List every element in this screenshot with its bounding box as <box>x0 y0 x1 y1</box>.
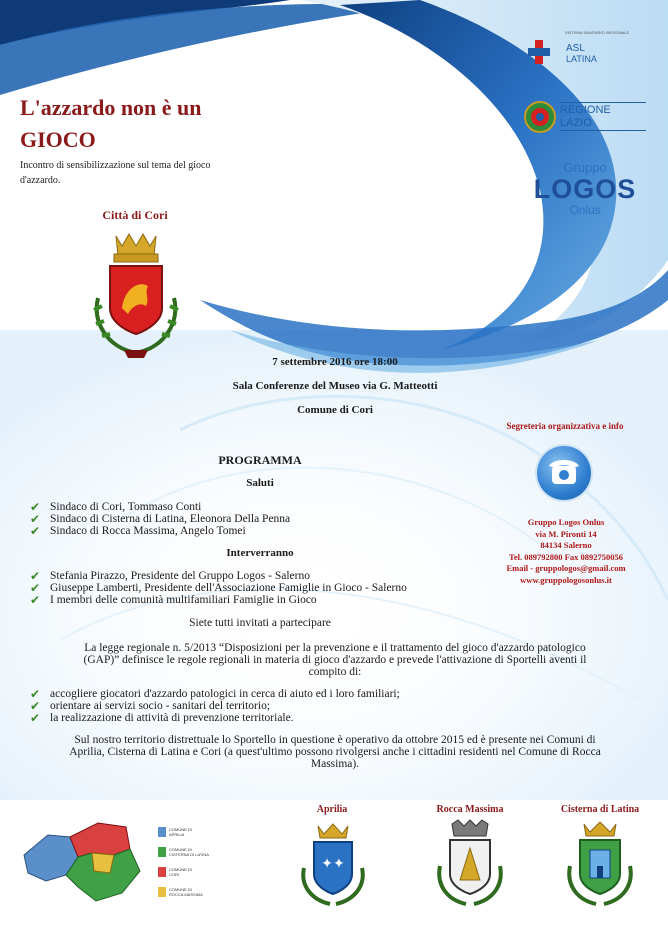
programma-heading: PROGRAMMA <box>218 453 302 467</box>
closing-line-1: Sul nostro territorio distrettuale lo Sportello in questione è operativo da ottobre 2015 ed è presente nei Comuni di <box>74 734 596 746</box>
invito-text: Siete tutti invitati a partecipare <box>189 617 331 629</box>
event-date: 7 settembre 2016 ore 18:00 <box>272 356 398 368</box>
cisterna-coat-of-arms-icon <box>564 818 636 908</box>
saluti-list <box>30 501 290 537</box>
regione-lazio-box <box>560 102 646 131</box>
list-item: ✔ I membri delle comunità multifamiliari Famiglie in Gioco <box>30 593 317 607</box>
closing-line-3: Massima). <box>310 758 360 770</box>
logos-label-3: Onlus <box>569 203 601 217</box>
list-item: ✔ Sindaco di Cori, Tommaso Conti <box>30 500 202 514</box>
check-icon: ✔ <box>30 569 41 583</box>
district-map-icon <box>18 815 146 907</box>
check-icon: ✔ <box>30 593 41 607</box>
cisterna-label: Cisterna di Latina <box>560 804 640 815</box>
contacts-city: 84134 Salerno <box>540 540 592 550</box>
list-item: ✔ la realizzazione di attività di prevenzione territoriale. <box>30 711 294 725</box>
law-items-list <box>30 688 400 724</box>
page-subtitle: Incontro di sensibilizzazione sul tema del gioco d'azzardo. <box>20 160 211 186</box>
city-label: Città di Cori <box>102 208 168 222</box>
aprilia-shield-icon <box>158 827 166 837</box>
contacts-tel: Tel. 089792800 Fax 0892750056 <box>509 551 623 562</box>
list-item: ✔ Giuseppe Lamberti, Presidente dell'Associazione Famiglie in Gioco - Salerno <box>30 581 407 595</box>
closing-line-2: Aprilia, Cisterna di Latina e Cori (a quest'ultimo possono rivolgersi anche i cittadini residenti nel Comune di Rocca <box>69 746 601 758</box>
logos-label-1: Gruppo <box>563 160 607 175</box>
saluti-heading: Saluti <box>246 477 274 489</box>
event-place: Comune di Cori <box>297 404 373 416</box>
check-icon: ✔ <box>30 699 41 713</box>
law-line-3: compito di: <box>308 666 362 678</box>
law-line-1: La legge regionale n. 5/2013 “Disposizioni per la prevenzione e il trattamento del gioco d'azzardo patologico <box>84 642 586 654</box>
gruppo-logos-logo <box>520 160 650 217</box>
rocca-massima-coat-of-arms-icon <box>432 818 508 908</box>
contacts-website[interactable]: www.gruppologosonlus.it <box>520 574 612 585</box>
rocca-shield-icon <box>158 887 166 897</box>
logos-label-2: LOGOS <box>533 174 637 204</box>
asl-cross-icon <box>528 38 550 66</box>
list-item: ✔ accogliere giocatori d'azzardo patologici in cerca di aiuto ed i loro familiari; <box>30 687 400 701</box>
check-icon: ✔ <box>30 500 41 514</box>
legend-item-cisterna: COMUNE DI CISTERNA DI LATINA <box>158 842 218 862</box>
cori-shield-icon <box>158 867 166 877</box>
page-title: L'azzardo non è un GIOCO <box>20 95 202 152</box>
legend-item-rocca: COMUNE DI ROCCA MASSIMA <box>158 882 218 902</box>
check-icon: ✔ <box>30 524 41 538</box>
list-item: ✔ Stefania Pirazzo, Presidente del Gruppo Logos - Salerno <box>30 569 310 583</box>
aprilia-label: Aprilia <box>316 804 348 815</box>
interverranno-heading: Interverranno <box>226 547 294 559</box>
asl-label-1: ASL <box>566 43 585 54</box>
interverranno-list <box>30 570 407 606</box>
contacts-address: via M. Pironti 14 <box>535 528 597 539</box>
regione-label-1: REGIONE <box>560 104 611 116</box>
check-icon: ✔ <box>30 512 41 526</box>
contacts-title: Segreteria organizzativa e info <box>506 421 624 431</box>
event-venue: Sala Conferenze del Museo via G. Matteotti <box>232 380 438 392</box>
map-legend <box>158 822 218 902</box>
check-icon: ✔ <box>30 581 41 595</box>
legend-item-cori: COMUNE DI CORI <box>158 862 218 882</box>
rocca-massima-label: Rocca Massima <box>436 804 504 815</box>
telephone-icon <box>537 446 591 500</box>
asl-label-2: LATINA <box>566 54 597 64</box>
regione-lazio-emblem-icon <box>524 100 556 134</box>
check-icon: ✔ <box>30 711 41 725</box>
contacts-email[interactable]: Email - gruppologos@gmail.com <box>506 563 626 573</box>
contacts-block <box>486 517 646 586</box>
contacts-org: Gruppo Logos Onlus <box>527 517 605 527</box>
list-item: ✔ orientare ai servizi socio - sanitari del territorio; <box>30 699 271 713</box>
list-item: ✔ Sindaco di Rocca Massima, Angelo Tomei <box>30 524 246 538</box>
legend-item-aprilia: COMUNE DI APRILIA <box>158 822 218 842</box>
regione-label-2: LAZIO <box>560 117 592 129</box>
svg-text:✦✦: ✦✦ <box>321 856 345 872</box>
asl-small-label: SISTEMA SANITARIO REGIONALE <box>565 30 630 35</box>
list-item: ✔ Sindaco di Cisterna di Latina, Eleonora Della Penna <box>30 512 291 526</box>
cisterna-shield-icon <box>158 847 166 857</box>
check-icon: ✔ <box>30 687 41 701</box>
cori-coat-of-arms-icon <box>88 228 184 363</box>
law-line-2: (GAP)” definisce le regole regionali in materia di gioco d'azzardo e prevede l'attivazione di Sportelli aventi il <box>83 654 587 666</box>
aprilia-coat-of-arms-icon <box>298 820 368 908</box>
